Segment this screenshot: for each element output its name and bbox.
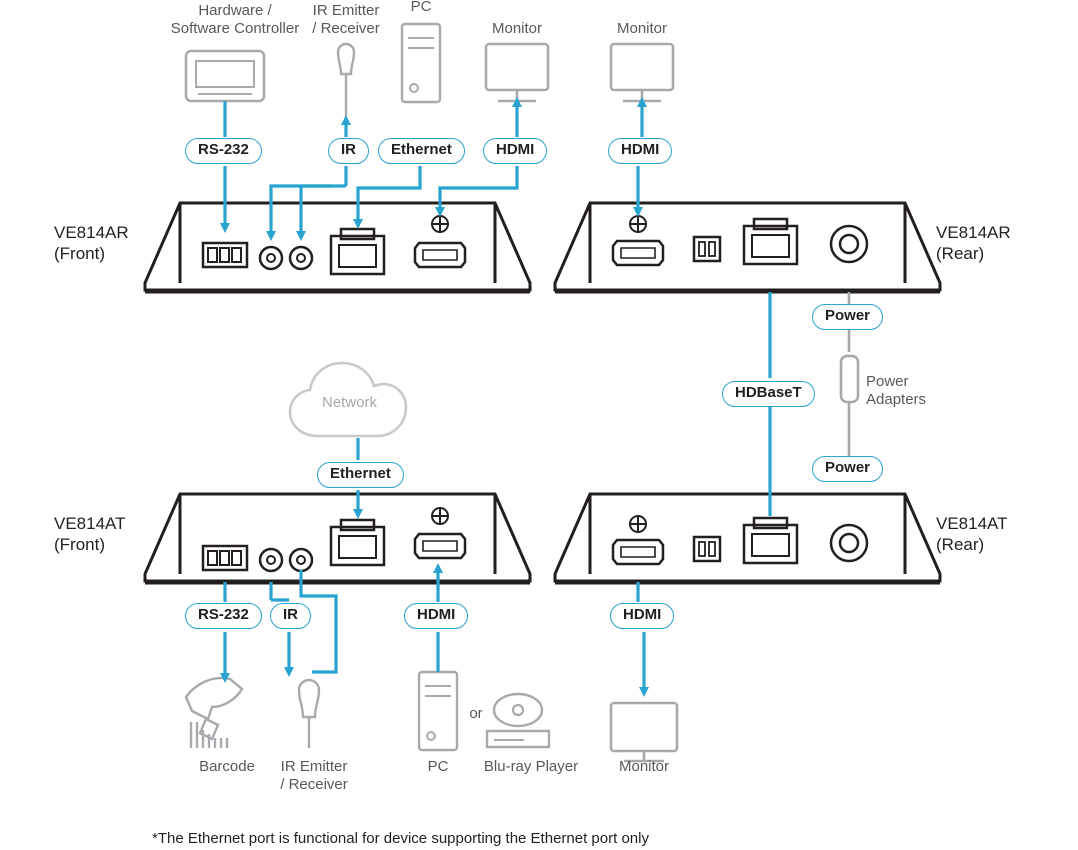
label-ve814at-rear-name: VE814AT (936, 514, 1008, 533)
caption-bluray: Blu-ray Player (483, 758, 579, 775)
caption-ir-bottom-line2: / Receiver (280, 776, 348, 793)
caption-ir-bottom-line1: IR Emitter (280, 758, 348, 775)
label-ve814at-front-name: VE814AT (54, 514, 126, 533)
link-ir-top (271, 120, 346, 236)
label-ve814at-rear (936, 513, 1008, 556)
label-network: Network (322, 394, 378, 411)
caption-barcode: Barcode (199, 758, 255, 775)
caption-controller-line1: Hardware / (198, 2, 272, 19)
icon-pc-bottom (419, 672, 457, 750)
icon-monitor-top-right (611, 44, 673, 101)
caption-pc-bottom: PC (427, 758, 449, 775)
icon-hardware-software-controller (186, 51, 264, 101)
pill-ethernet-top[interactable]: Ethernet (378, 138, 465, 164)
label-ve814ar-front (54, 222, 129, 265)
pill-hdmi-bottom-right[interactable]: HDMI (610, 603, 674, 629)
pill-ir-top[interactable]: IR (328, 138, 369, 164)
caption-ir-top-line2: / Receiver (312, 20, 380, 37)
label-ve814ar-rear-sub: (Rear) (936, 244, 985, 264)
device-ve814at-front (145, 494, 530, 582)
pill-power-bottom[interactable]: Power (812, 456, 883, 482)
label-ve814ar-front-name: VE814AR (54, 223, 129, 242)
icon-bluray-player (487, 694, 549, 747)
pill-hdbaset[interactable]: HDBaseT (722, 381, 815, 407)
link-hdmi-bottom-right (638, 582, 644, 692)
caption-controller (155, 2, 315, 38)
caption-pc-top: PC (410, 0, 432, 15)
caption-monitor-top-left: Monitor (491, 20, 543, 37)
pill-hdmi-top-left[interactable]: HDMI (483, 138, 547, 164)
icon-monitor-bottom (611, 703, 677, 761)
caption-ir-bottom (259, 758, 369, 794)
device-ve814ar-front (145, 203, 530, 291)
pill-rs232-bottom[interactable]: RS-232 (185, 603, 262, 629)
icon-monitor-top-left (486, 44, 548, 101)
label-power-adapters-line1: Power (866, 373, 909, 390)
caption-monitor-top-right: Monitor (616, 20, 668, 37)
pill-hdmi-top-right[interactable]: HDMI (608, 138, 672, 164)
pill-hdmi-bottom-left[interactable]: HDMI (404, 603, 468, 629)
caption-ir-top-line1: IR Emitter (312, 2, 380, 19)
label-power-adapters-line2: Adapters (866, 391, 927, 408)
icon-barcode-scanner (186, 678, 242, 748)
caption-ir-top (296, 2, 396, 38)
label-ve814ar-rear-name: VE814AR (936, 223, 1011, 242)
pill-ir-bottom[interactable]: IR (270, 603, 311, 629)
device-ve814at-rear (555, 494, 940, 582)
footnote: *The Ethernet port is functional for device supporting the Ethernet port only (152, 830, 649, 847)
label-power-adapters (866, 373, 986, 409)
device-ve814ar-rear (555, 203, 940, 291)
label-ve814at-rear-sub: (Rear) (936, 535, 985, 555)
caption-controller-line2: Software Controller (170, 20, 300, 37)
icon-pc-top (402, 24, 440, 102)
caption-or: or (469, 705, 483, 722)
pill-power-top[interactable]: Power (812, 304, 883, 330)
label-ve814ar-front-sub: (Front) (54, 244, 105, 264)
label-ve814ar-rear (936, 222, 1011, 265)
icon-ir-emitter-receiver-bottom (299, 680, 319, 748)
caption-monitor-bottom: Monitor (618, 758, 670, 775)
label-ve814at-front-sub: (Front) (54, 535, 105, 555)
link-ethernet-top (358, 166, 420, 224)
label-ve814at-front (54, 513, 126, 556)
icon-ir-emitter-receiver-top (338, 44, 354, 125)
pill-ethernet-bottom[interactable]: Ethernet (317, 462, 404, 488)
pill-rs232-top[interactable]: RS-232 (185, 138, 262, 164)
